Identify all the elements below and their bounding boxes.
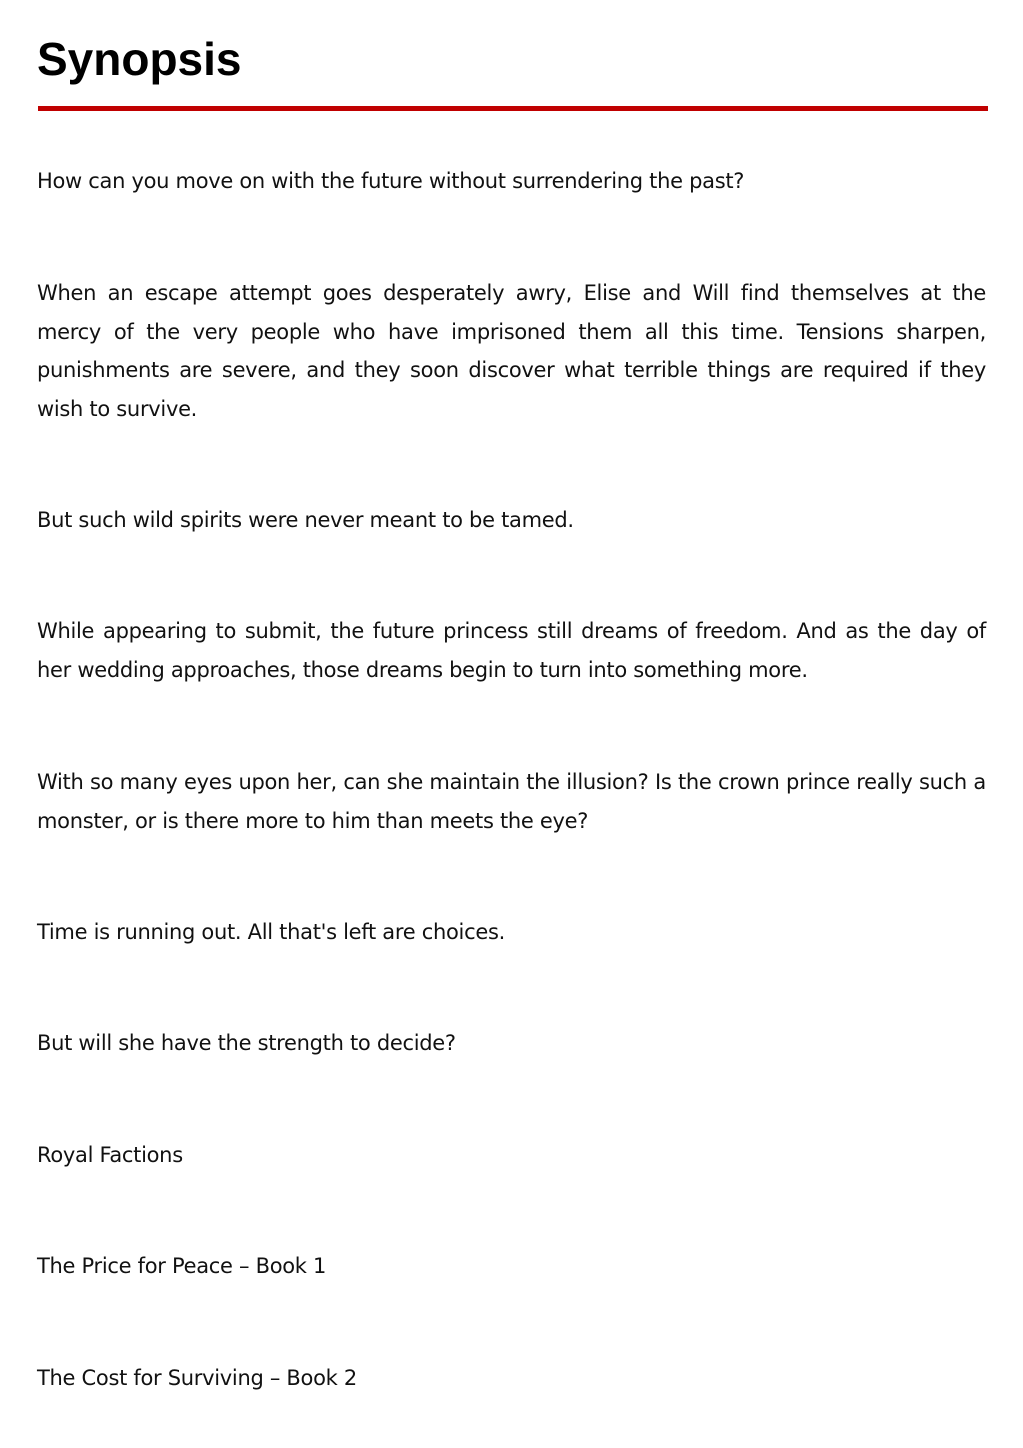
series-book-2: The Cost for Surviving – Book 2 — [37, 1366, 357, 1390]
series-book-1: The Price for Peace – Book 1 — [37, 1254, 327, 1278]
paragraph-escape: When an escape attempt goes desperately awry, Elise and Will find themselves at the mercy of the very people who have imprisoned them all this time. Tensions sharpen, punishments are severe, and they soon discover what terrible things are required if they wish to survive. — [37, 281, 986, 421]
title-divider — [38, 106, 988, 111]
paragraph-wild-spirits: But such wild spirits were never meant to be tamed. — [37, 508, 574, 532]
paragraph-tagline: How can you move on with the future without surrendering the past? — [37, 169, 745, 193]
paragraph-submit: While appearing to submit, the future princess still dreams of freedom. And as the day of her wedding approaches, those dreams begin to turn into something more. — [37, 619, 986, 682]
paragraph-eyes: With so many eyes upon her, can she maintain the illusion? Is the crown prince really such a monster, or is there more to him than meets the eye? — [37, 770, 986, 833]
page-title: Synopsis — [37, 33, 242, 85]
paragraph-time: Time is running out. All that's left are choices. — [37, 920, 505, 944]
paragraph-strength: But will she have the strength to decide? — [37, 1031, 456, 1055]
series-title: Royal Factions — [37, 1143, 183, 1167]
